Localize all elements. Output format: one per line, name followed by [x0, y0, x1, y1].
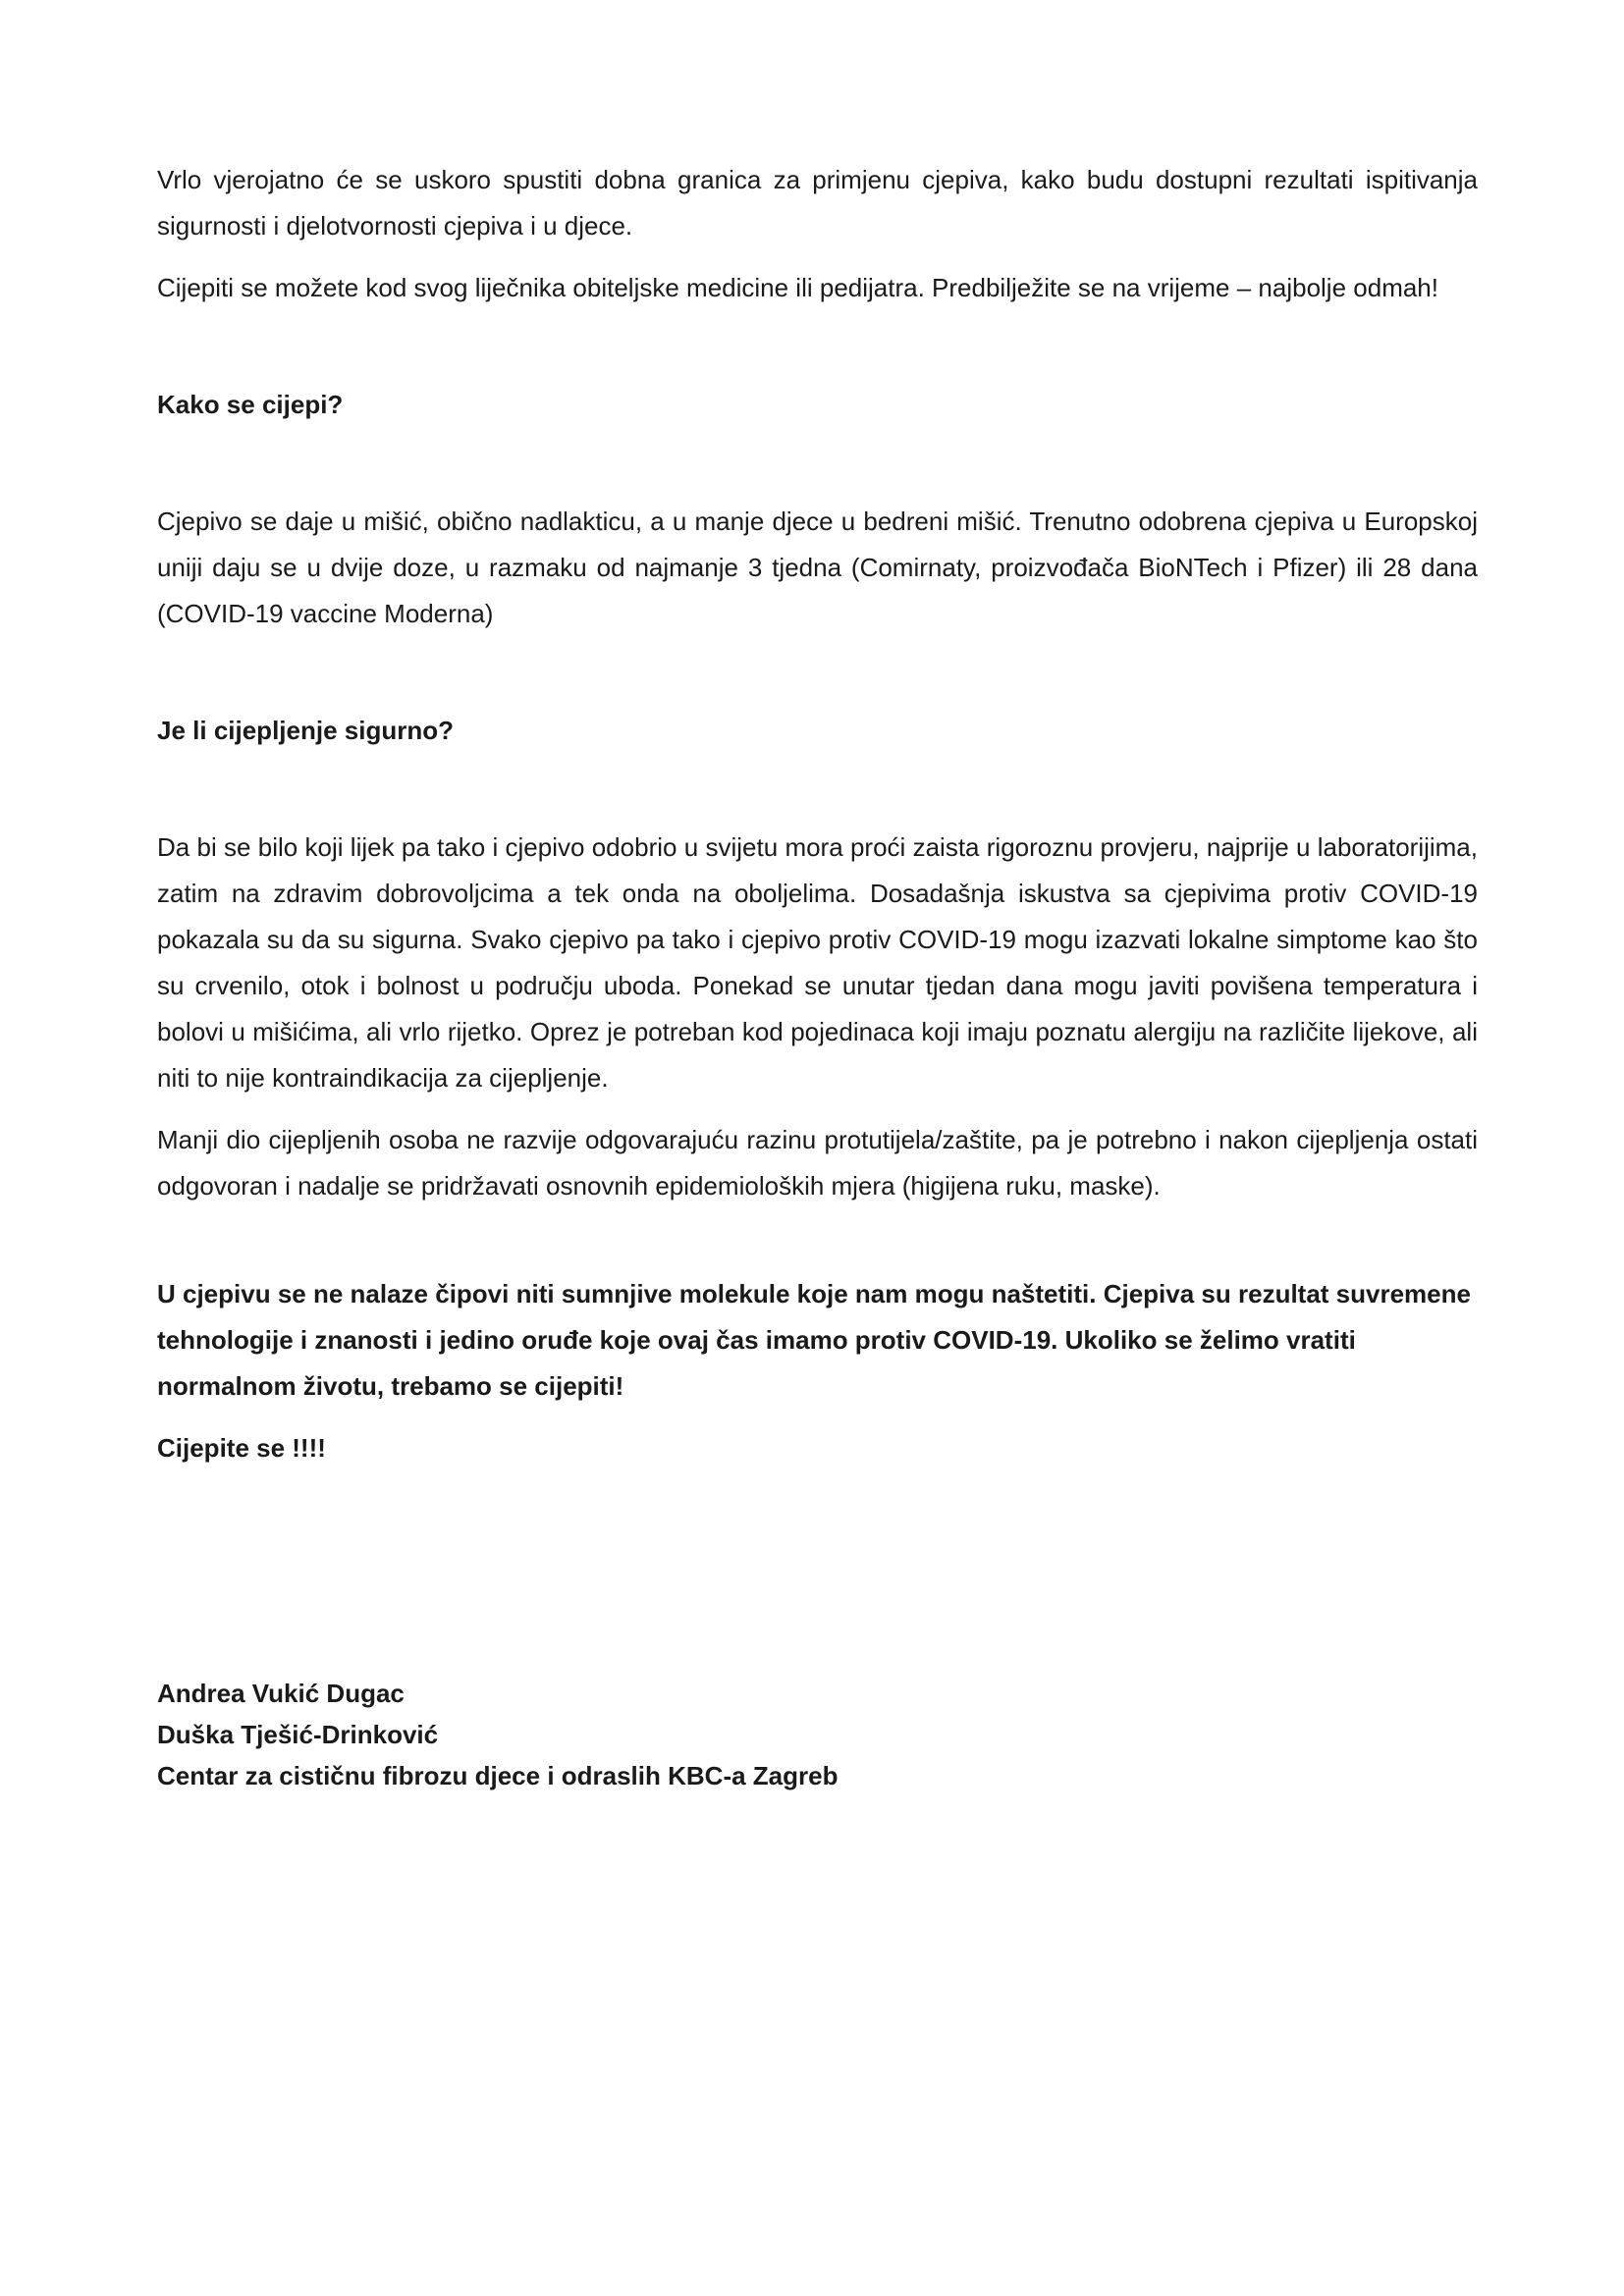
author-name-2: Duška Tješić-Drinković	[157, 1720, 439, 1749]
author-name-1: Andrea Vukić Dugac	[157, 1679, 405, 1708]
section-paragraph-safety-1: Da bi se bilo koji lijek pa tako i cjepivo odobrio u svijetu mora proći zaista rigoroznu provjeru, najprije u laboratorijima, zatim na zdravim dobrovoljcima a tek onda na oboljelima. Dosadašnja iskustva sa cjepivima protiv COVID-19 pokazala su da su sigurna. Svako cjepivo pa tako i cjepivo protiv COVID-19 mogu izazvati lokalne simptome kao što su crvenilo, otok i bolnost u području uboda. Ponekad se unutar tjedan dana mogu javiti povišena temperatura i bolovi u mišićima, ali vrlo rijetko. Oprez je potreban kod pojedinaca koji imaju poznatu alergiju na različite lijekove, ali niti to nije kontraindikacija za cijepljenje.	[157, 832, 1478, 1093]
institution-name: Centar za cističnu fibrozu djece i odraslih KBC-a Zagreb	[157, 1761, 839, 1790]
document-page	[157, 157, 1478, 1796]
closing-statement: U cjepivu se ne nalaze čipovi niti sumnjive molekule koje nam mogu naštetiti. Cjepiva su rezultat suvremene tehnologije i znanosti i jedino oruđe koje ovaj čas imamo protiv COVID-19. Ukoliko se želimo vratiti normalnom životu, trebamo se cijepiti!	[157, 1279, 1471, 1401]
section-paragraph-how-to-vaccinate: Cjepivo se daje u mišić, obično nadlakticu, a u manje djece u bedreni mišić. Trenutno odobrena cjepiva u Europskoj uniji daju se u dvije doze, u razmaku od najmanje 3 tjedna (Comirnaty, proizvođača BioNTech i Pfizer) ili 28 dana (COVID-19 vaccine Moderna)	[157, 507, 1478, 628]
section-heading-is-it-safe: Je li cijepljenje sigurno?	[157, 716, 454, 745]
signature-block	[157, 1673, 1478, 1796]
section-paragraph-safety-2: Manji dio cijepljenih osoba ne razvije odgovarajuću razinu protutijela/zaštite, pa je potrebno i nakon cijepljenja ostati odgovoran i nadalje se pridržavati osnovnih epidemioloških mjera (higijena ruku, maske).	[157, 1125, 1478, 1201]
call-to-action: Cijepite se !!!!	[157, 1433, 326, 1463]
intro-paragraph-1: Vrlo vjerojatno će se uskoro spustiti dobna granica za primjenu cjepiva, kako budu dostupni rezultati ispitivanja sigurnosti i djelotvornosti cjepiva i u djece.	[157, 165, 1478, 240]
intro-paragraph-2: Cijepiti se možete kod svog liječnika obiteljske medicine ili pedijatra. Predbilježite se na vrijeme – najbolje odmah!	[157, 273, 1438, 302]
section-heading-how-to-vaccinate: Kako se cijepi?	[157, 390, 344, 419]
